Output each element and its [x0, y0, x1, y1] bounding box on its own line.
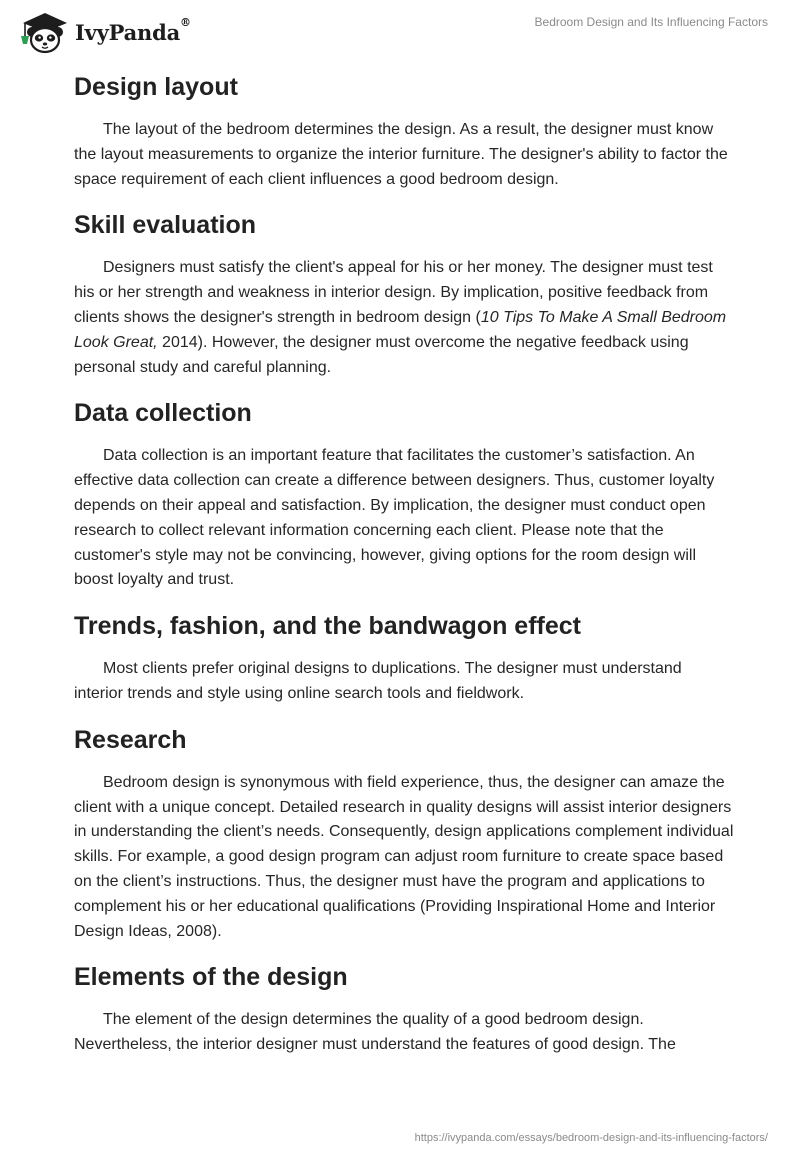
paragraph-text: 2014). However, the designer must overcome the negative feedback using personal study and careful planning. [74, 333, 689, 376]
section-skill-evaluation [74, 208, 734, 380]
logo-wordmark: IvyPanda® [75, 15, 191, 45]
section-data-collection [74, 396, 734, 593]
section-heading: Elements of the design [74, 963, 348, 992]
section-paragraph: Data collection is an important feature that facilitates the customer’s satisfaction. An effective data collection can create a difference between designers. Thus, customer loyalty depends on their appeal and satisfaction. By implication, the designer must conduct open research to collect relevant information concerning each client. Please note that the customer's style may not be convincing, however, giving options for the room design will boost loyalty and trust. [74, 447, 715, 589]
section-paragraph: Bedroom design is synonymous with field experience, thus, the designer can amaze the client with a unique concept. Detailed research in quality designs will assist interior designers in understanding the client’s needs. Consequently, design applications complement individual skills. For example, a good design program can adjust room furniture to create space based on the client’s instructions. Thus, the designer must have the program and applications to complement his or her educational qualifications (Providing Inspirational Home and Interior Design Ideas, 2008). [74, 773, 734, 940]
page-header [0, 0, 800, 60]
essay-body [74, 70, 734, 1074]
section-paragraph: Most clients prefer original designs to duplications. The designer must understand interior trends and style using online search tools and fieldwork. [74, 660, 682, 702]
section-heading: Research [74, 725, 187, 754]
section-heading: Trends, fashion, and the bandwagon effect [74, 612, 581, 641]
document-title: Bedroom Design and Its Influencing Factors [534, 15, 768, 29]
section-heading: Data collection [74, 399, 252, 428]
paragraph-text: Designers must satisfy the client's appeal for his or her money. The designer must test his or her strength and weakness in interior design. By implication, positive feedback from clients shows the designer's strength in bedroom design ( [74, 259, 713, 326]
citation-title: 10 Tips To Make A Small Bedroom Look Great, [74, 308, 727, 351]
section-paragraph: The element of the design determines the quality of a good bedroom design. Nevertheless, the interior designer must understand the features of good design. The [74, 1011, 676, 1054]
section-design-layout [74, 70, 734, 192]
section-research [74, 723, 734, 945]
section-paragraph [74, 256, 734, 380]
ivypanda-logo[interactable] [15, 10, 191, 54]
section-heading: Skill evaluation [74, 211, 257, 240]
section-trends [74, 609, 734, 707]
registered-mark: ® [180, 15, 191, 29]
panda-mascot-icon [15, 10, 73, 54]
section-heading: Design layout [74, 73, 238, 101]
section-elements-of-design [74, 960, 734, 1058]
source-url-link[interactable]: https://ivypanda.com/essays/bedroom-design-and-its-influencing-factors/ [414, 1132, 768, 1144]
section-paragraph: The layout of the bedroom determines the design. As a result, the designer must know the layout measurements to organize the interior furniture. The designer's ability to factor the space requirement of each client influences a good bedroom design. [74, 121, 728, 188]
